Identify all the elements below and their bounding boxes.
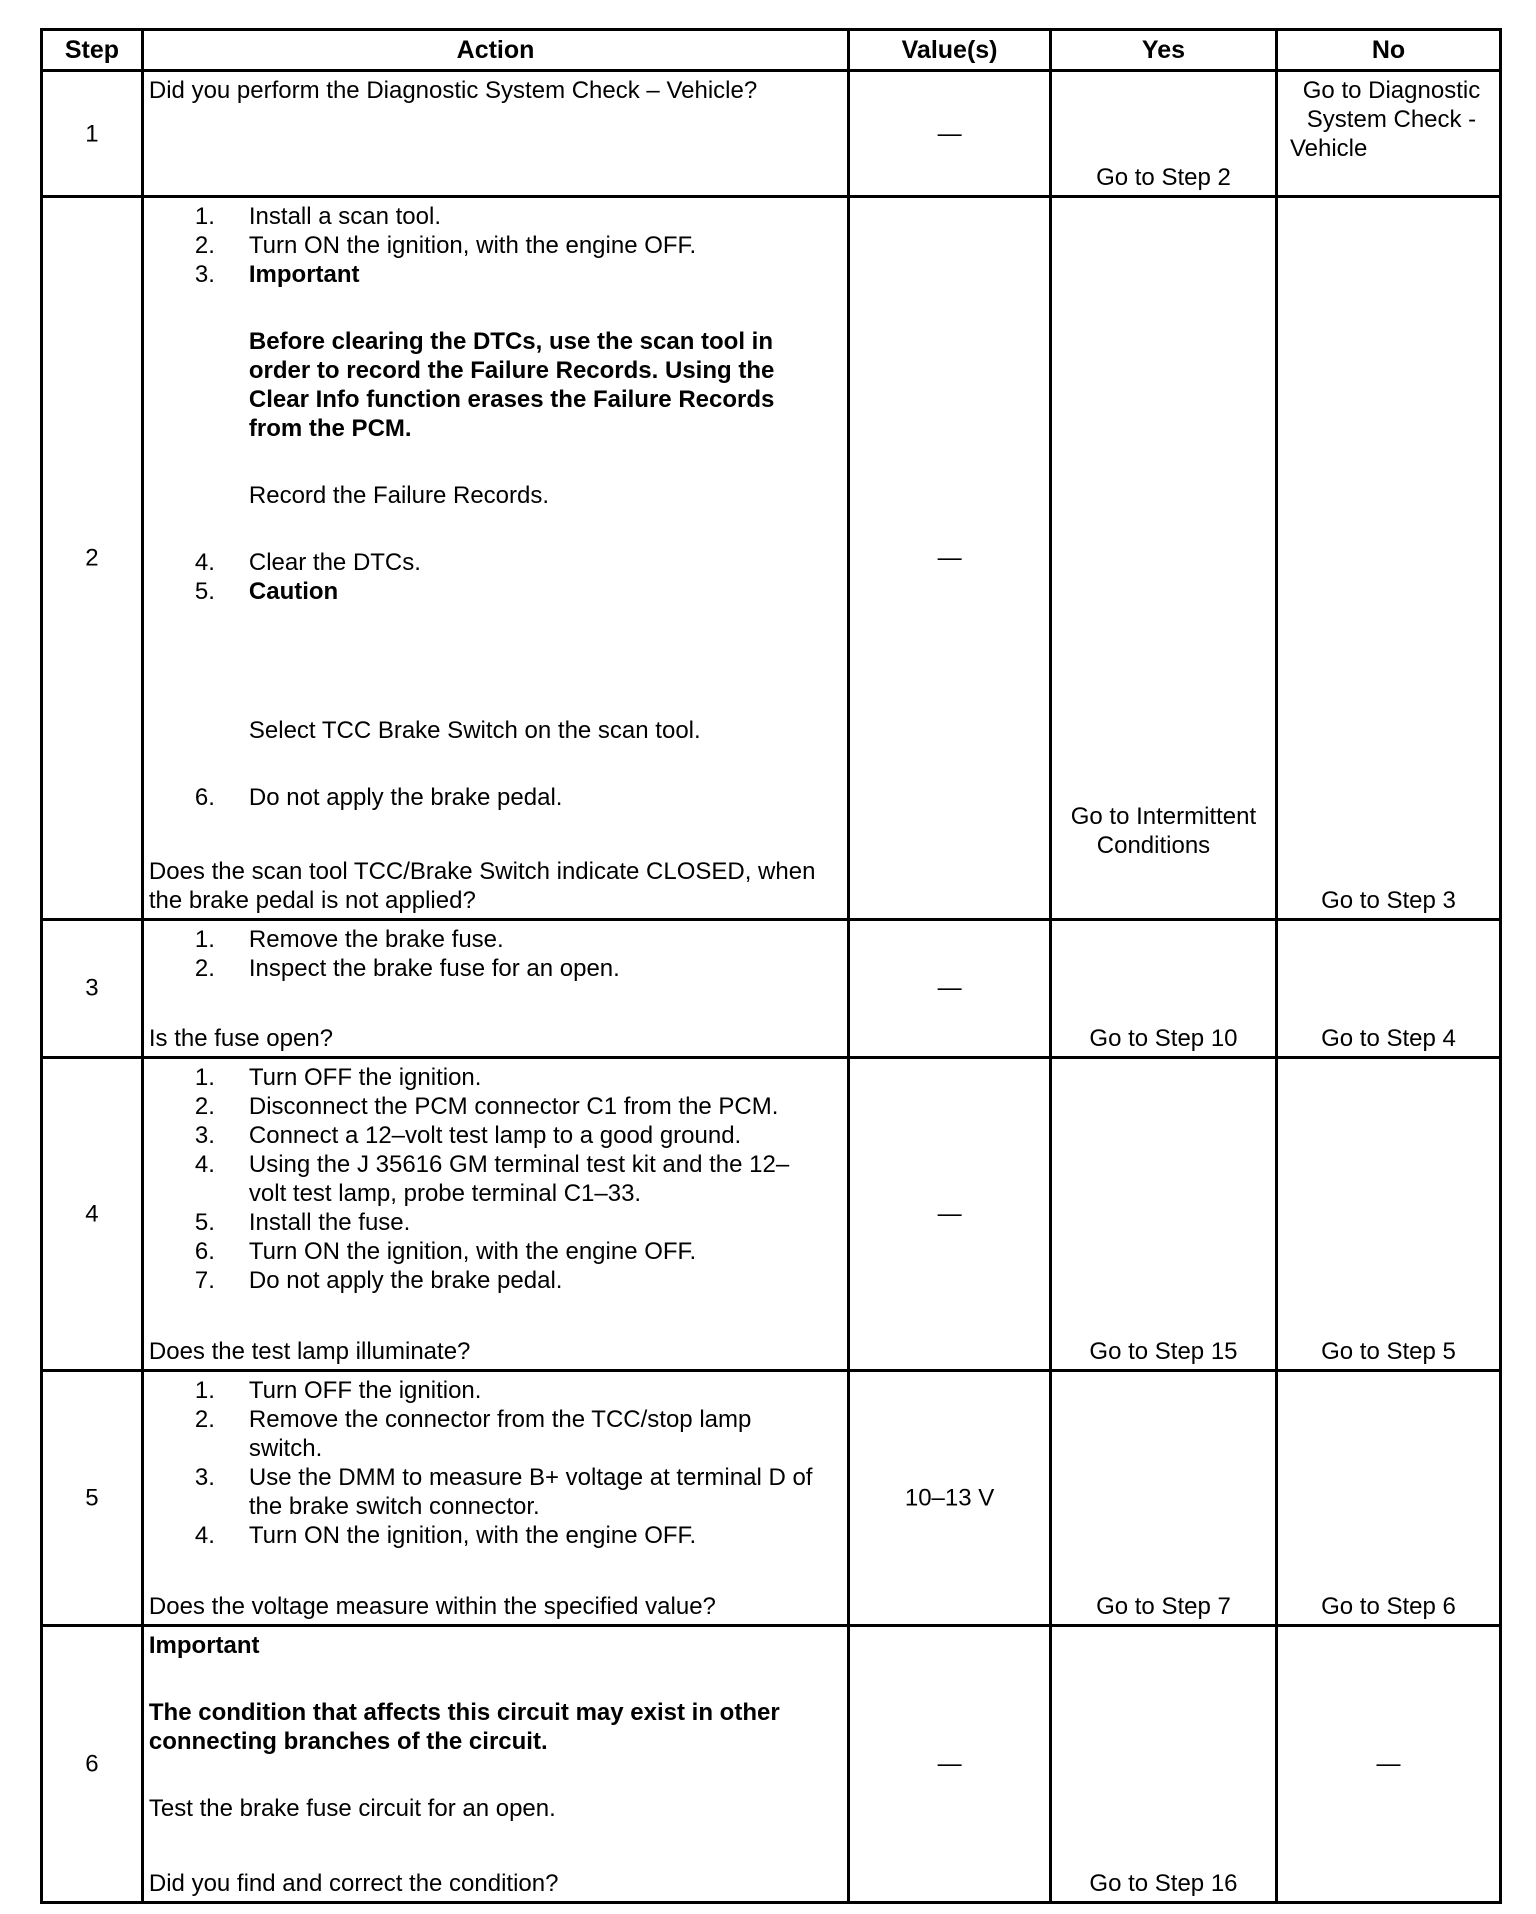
yes-link[interactable]: Go to Step 2 [1096, 164, 1231, 192]
list-item: 7. Do not apply the brake pedal. [194, 1267, 563, 1295]
step-cell [42, 71, 143, 197]
step-number: 1 [85, 120, 99, 148]
header-row [42, 30, 1501, 71]
step-number: 5 [85, 1484, 99, 1512]
action-cell [142, 1371, 848, 1626]
question-text: Does the test lamp illuminate? [148, 1338, 471, 1366]
step-cell [42, 1371, 143, 1626]
action-cell [142, 919, 848, 1057]
question-text: Did you find and correct the condition? [148, 1870, 559, 1897]
yes-cell [1050, 1371, 1276, 1626]
step-list [149, 925, 843, 983]
test-text: Test the brake fuse circuit for an open. [148, 1795, 556, 1823]
value-cell [849, 1058, 1051, 1371]
value-cell [849, 919, 1051, 1057]
value-cell [849, 1371, 1051, 1626]
list-item: 3. Connect a 12–volt test lamp to a good ground. [194, 1122, 742, 1150]
step-list [149, 1376, 843, 1550]
step-list [149, 783, 843, 812]
header-action: Action [142, 30, 848, 71]
value-cell [849, 197, 1051, 919]
value-text: — [937, 1750, 962, 1778]
question-text: Did you perform the Diagnostic System Check – Vehicle? [148, 77, 758, 104]
no-link[interactable] [1290, 76, 1493, 163]
header-yes: Yes [1050, 30, 1276, 71]
value-text: — [937, 974, 962, 1002]
list-item: 2. Inspect the brake fuse for an open. [194, 954, 620, 982]
header-step: Step [42, 30, 143, 71]
list-item: 2. Remove the connector from the TCC/stop lamp switch. [194, 1406, 752, 1463]
list-item: 2. Disconnect the PCM connector C1 from the PCM. [194, 1093, 779, 1121]
table-row-step-3 [42, 919, 1501, 1057]
action-cell [142, 71, 848, 197]
table-row-step-2 [42, 197, 1501, 919]
yes-cell [1050, 1058, 1276, 1371]
list-item: 4. Clear the DTCs. [194, 549, 421, 577]
list-item: 3. Use the DMM to measure B+ voltage at terminal D of the brake switch connector. [194, 1464, 813, 1521]
step-list [149, 548, 843, 606]
diagnostic-table [40, 28, 1502, 1904]
list-item: 6. Do not apply the brake pedal. [194, 784, 563, 812]
question-text: Is the fuse open? [148, 1025, 334, 1053]
no-cell [1276, 1371, 1500, 1626]
yes-link[interactable]: Go to Step 7 [1096, 1593, 1231, 1621]
yes-link[interactable]: Go to Step 15 [1089, 1338, 1238, 1366]
value-cell [849, 1626, 1051, 1903]
question-text: Does the voltage measure within the specified value? [148, 1593, 716, 1621]
value-text: 10–13 V [904, 1484, 995, 1512]
important-label: Important [148, 1632, 260, 1660]
yes-line: Conditions [1096, 831, 1211, 859]
record-text: Record the Failure Records. [248, 482, 550, 510]
list-item: 1. Turn OFF the ignition. [194, 1377, 482, 1405]
no-link[interactable]: Go to Step 3 [1321, 886, 1456, 914]
list-item: 6. Turn ON the ignition, with the engine OFF. [194, 1238, 697, 1266]
value-text: — [937, 120, 962, 148]
no-line: Go to Diagnostic [1302, 77, 1481, 104]
no-line: Vehicle [1289, 135, 1368, 162]
list-item: 1. Turn OFF the ignition. [194, 1064, 482, 1092]
list-item: 1. Install a scan tool. [194, 203, 441, 231]
step-number: 4 [85, 1200, 99, 1228]
important-note: Before clearing the DTCs, use the scan tool in order to record the Failure Records. Using the Clear Info function erases the Failure Records from the PCM. [248, 328, 775, 443]
step-cell [42, 1058, 143, 1371]
yes-cell [1050, 71, 1276, 197]
list-item: 3. Important [194, 261, 360, 289]
header-values: Value(s) [849, 30, 1051, 71]
header-no: No [1276, 30, 1500, 71]
no-link[interactable]: Go to Step 6 [1321, 1593, 1456, 1621]
list-item: 1. Remove the brake fuse. [194, 925, 504, 953]
no-cell [1276, 919, 1500, 1057]
no-link[interactable]: Go to Step 5 [1321, 1338, 1456, 1366]
yes-link[interactable]: Go to Step 16 [1089, 1870, 1238, 1897]
no-line: System Check - [1306, 106, 1477, 133]
action-cell [142, 197, 848, 919]
step-number: 3 [85, 974, 99, 1002]
value-text: — [937, 1200, 962, 1228]
important-note: The condition that affects this circuit may exist in other connecting branches of the circuit. [148, 1699, 780, 1756]
value-text: — [937, 544, 962, 572]
step-number: 6 [85, 1750, 99, 1778]
step-list [149, 1063, 843, 1295]
list-item: 2. Turn ON the ignition, with the engine OFF. [194, 232, 697, 260]
table-row-step-5 [42, 1371, 1501, 1626]
yes-cell [1050, 919, 1276, 1057]
table-row-step-4 [42, 1058, 1501, 1371]
value-cell [849, 71, 1051, 197]
no-cell [1276, 197, 1500, 919]
step-cell [42, 1626, 143, 1903]
no-value: — [1376, 1750, 1401, 1778]
step-list [149, 202, 843, 289]
no-link[interactable]: Go to Step 4 [1321, 1025, 1456, 1053]
yes-cell [1050, 1626, 1276, 1903]
step-cell [42, 197, 143, 919]
table-row-step-1 [42, 71, 1501, 197]
step-number: 2 [85, 544, 99, 572]
select-text: Select TCC Brake Switch on the scan tool. [248, 717, 701, 745]
list-item: 4. Using the J 35616 GM terminal test kit and the 12–volt test lamp, probe terminal C1–33. [194, 1151, 790, 1208]
list-item: 5. Install the fuse. [194, 1209, 411, 1237]
list-item: 4. Turn ON the ignition, with the engine OFF. [194, 1522, 697, 1550]
action-cell [142, 1058, 848, 1371]
step-cell [42, 919, 143, 1057]
no-cell [1276, 1626, 1500, 1903]
yes-link[interactable] [1052, 802, 1275, 860]
list-item: 5. Caution [194, 578, 339, 606]
no-cell [1276, 71, 1500, 197]
action-cell [142, 1626, 848, 1903]
yes-link[interactable]: Go to Step 10 [1089, 1025, 1238, 1053]
question-text: Does the scan tool TCC/Brake Switch indicate CLOSED, when the brake pedal is not applied? [148, 857, 816, 914]
yes-line: Go to Intermittent [1070, 802, 1257, 830]
no-cell [1276, 1058, 1500, 1371]
yes-cell [1050, 197, 1276, 919]
table-row-step-6 [42, 1626, 1501, 1903]
